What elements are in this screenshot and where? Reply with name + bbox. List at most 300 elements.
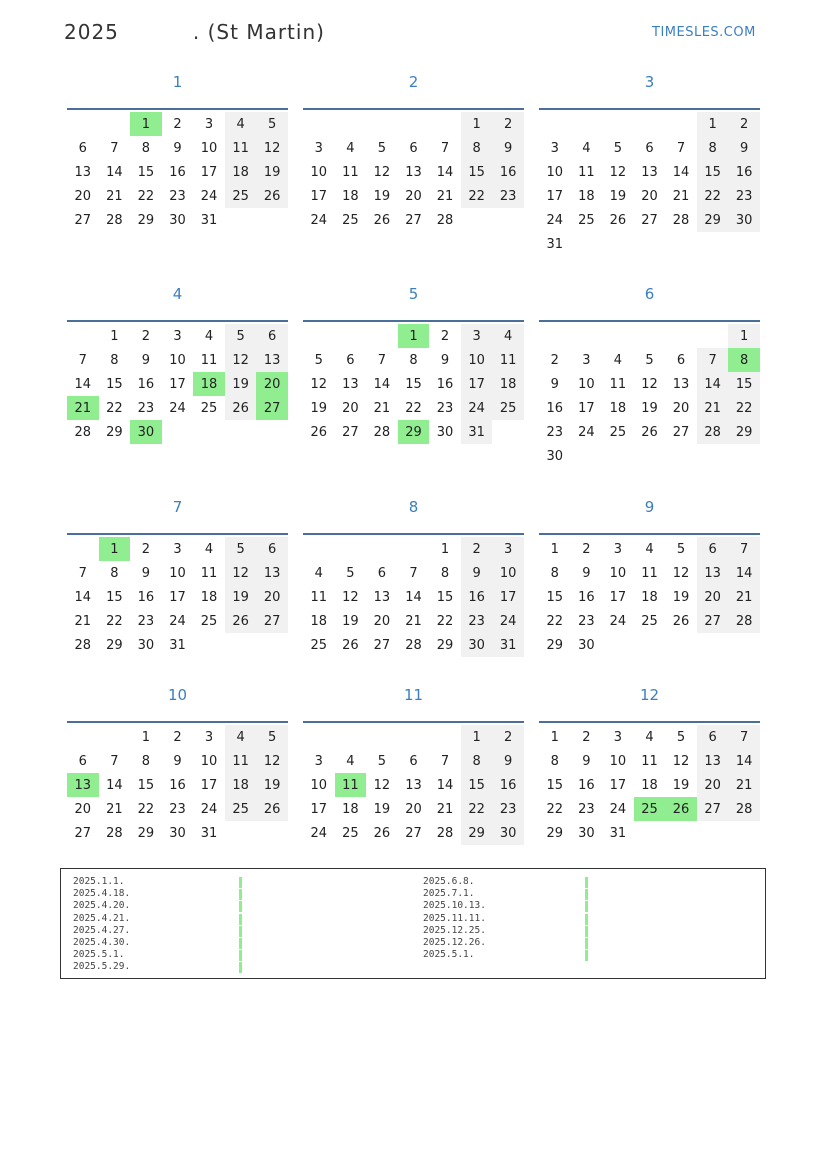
- legend-row: [73, 925, 130, 937]
- day-cell: 27: [74, 212, 92, 228]
- day-cell: 25: [609, 424, 627, 440]
- day-cell: 16: [137, 589, 155, 605]
- day-cell: 1: [440, 541, 450, 557]
- day-cell: 24: [169, 400, 186, 416]
- day-cell: 7: [409, 565, 418, 581]
- week-row: [67, 537, 288, 561]
- empty-day-cell: [634, 232, 666, 256]
- month-title: 11: [403, 686, 424, 704]
- day-cell: 31: [461, 420, 493, 444]
- empty-day-cell: [398, 537, 430, 561]
- day-cell: 26: [225, 609, 257, 633]
- holiday-day-cell: 29: [398, 420, 430, 444]
- holiday-day-cell: 18: [193, 372, 225, 396]
- day-cell: 8: [461, 136, 493, 160]
- day-cell: 6: [256, 324, 288, 348]
- day-cell: 9: [582, 565, 591, 581]
- day-cell: 14: [697, 372, 729, 396]
- day-cell: 5: [676, 541, 686, 557]
- week-row: [303, 396, 524, 420]
- holiday-date: 2025.5.29.: [73, 961, 131, 973]
- day-cell: 25: [310, 637, 328, 653]
- holiday-date: 2025.5.1.: [423, 949, 475, 961]
- empty-day-cell: [193, 420, 225, 444]
- empty-day-cell: [67, 537, 99, 561]
- day-cell: 29: [461, 821, 493, 845]
- day-cell: 24: [492, 609, 524, 633]
- week-row: [303, 749, 524, 773]
- legend-row: [423, 900, 486, 912]
- day-cell: 25: [225, 797, 257, 821]
- legend-row: [423, 876, 486, 888]
- day-cell: 19: [342, 613, 359, 629]
- holiday-date: 2025.4.20.: [73, 900, 131, 912]
- week-row: [303, 372, 524, 396]
- week-row: [539, 749, 760, 773]
- day-cell: 1: [550, 729, 559, 745]
- day-cell: 16: [436, 376, 454, 392]
- day-cell: 18: [492, 372, 524, 396]
- day-cell: 17: [169, 589, 186, 605]
- day-cell: 20: [373, 613, 391, 629]
- day-cell: 19: [310, 400, 328, 416]
- region-label: . (St Martin): [192, 20, 325, 44]
- week-row: [539, 797, 760, 821]
- day-cell: 25: [578, 212, 595, 228]
- month-block: [303, 685, 524, 845]
- legend-column-left: [73, 876, 130, 974]
- day-cell: 21: [436, 188, 454, 204]
- holiday-day-cell: 20: [256, 372, 288, 396]
- empty-day-cell: [256, 821, 288, 845]
- day-cell: 29: [546, 637, 564, 653]
- month-title: 9: [644, 498, 655, 516]
- day-cell: 6: [697, 725, 729, 749]
- day-cell: 1: [728, 324, 760, 348]
- holiday-day-cell: 11: [335, 773, 367, 797]
- day-cell: 6: [676, 352, 686, 368]
- day-cell: 30: [546, 448, 564, 464]
- empty-day-cell: [665, 324, 697, 348]
- empty-day-cell: [335, 537, 367, 561]
- day-cell: 13: [256, 561, 288, 585]
- day-cell: 5: [225, 537, 257, 561]
- day-cell: 13: [405, 164, 422, 180]
- page-title: [64, 20, 325, 44]
- day-cell: 31: [169, 637, 186, 653]
- week-row: [539, 324, 760, 348]
- day-cell: 12: [373, 777, 391, 793]
- holiday-date: 2025.12.25.: [423, 924, 486, 936]
- day-cell: 15: [697, 160, 729, 184]
- day-cell: 30: [137, 637, 155, 653]
- month-divider: [67, 108, 288, 110]
- day-cell: 11: [641, 753, 658, 769]
- day-cell: 7: [110, 140, 119, 156]
- day-cell: 28: [405, 637, 422, 653]
- site-brand-link[interactable]: TIMESLES.COM: [652, 25, 756, 40]
- week-row: [67, 609, 288, 633]
- month-divider: [303, 721, 524, 723]
- week-row: [303, 821, 524, 845]
- day-cell: 12: [310, 376, 328, 392]
- empty-day-cell: [335, 324, 367, 348]
- day-cell: 28: [436, 825, 454, 841]
- legend-row: [73, 900, 130, 912]
- month-block: [67, 284, 288, 444]
- day-cell: 10: [578, 376, 595, 392]
- month-days-table: [303, 537, 524, 657]
- month-divider: [539, 721, 760, 723]
- month-divider: [539, 108, 760, 110]
- day-cell: 4: [204, 541, 214, 557]
- day-cell: 24: [609, 613, 627, 629]
- empty-day-cell: [571, 444, 603, 468]
- day-cell: 15: [728, 372, 760, 396]
- day-cell: 11: [641, 565, 658, 581]
- week-row: [67, 184, 288, 208]
- month-block: [539, 497, 760, 657]
- day-cell: 24: [200, 188, 218, 204]
- day-cell: 30: [169, 825, 186, 841]
- empty-day-cell: [193, 633, 225, 657]
- day-cell: 2: [440, 328, 450, 344]
- day-cell: 20: [256, 585, 288, 609]
- legend-row: [73, 913, 130, 925]
- week-row: [303, 184, 524, 208]
- day-cell: 22: [697, 184, 729, 208]
- day-cell: 11: [310, 589, 328, 605]
- week-row: [67, 396, 288, 420]
- day-cell: 18: [342, 801, 359, 817]
- empty-day-cell: [303, 324, 335, 348]
- day-cell: 27: [342, 424, 359, 440]
- day-cell: 26: [641, 424, 658, 440]
- empty-day-cell: [303, 112, 335, 136]
- day-cell: 12: [342, 589, 359, 605]
- empty-day-cell: [571, 324, 603, 348]
- day-cell: 8: [141, 753, 151, 769]
- day-cell: 9: [582, 753, 591, 769]
- legend-row: [73, 876, 130, 888]
- holiday-marker: [585, 926, 588, 937]
- month-block: [303, 497, 524, 657]
- empty-day-cell: [461, 208, 493, 232]
- holiday-date: 2025.4.27.: [73, 924, 131, 936]
- day-cell: 9: [461, 561, 493, 585]
- day-cell: 5: [314, 352, 323, 368]
- day-cell: 11: [200, 352, 218, 368]
- day-cell: 10: [461, 348, 493, 372]
- day-cell: 28: [728, 797, 760, 821]
- day-cell: 13: [256, 348, 288, 372]
- day-cell: 5: [676, 729, 686, 745]
- week-row: [67, 821, 288, 845]
- day-cell: 26: [310, 424, 328, 440]
- day-cell: 10: [169, 352, 186, 368]
- month-days-table: [303, 725, 524, 845]
- day-cell: 29: [436, 637, 454, 653]
- month-divider: [303, 533, 524, 535]
- day-cell: 20: [697, 773, 729, 797]
- day-cell: 15: [137, 164, 155, 180]
- day-cell: 26: [672, 613, 690, 629]
- day-cell: 29: [546, 825, 564, 841]
- empty-day-cell: [571, 112, 603, 136]
- day-cell: 8: [697, 136, 729, 160]
- year-label: 2025: [64, 20, 119, 44]
- day-cell: 27: [405, 825, 422, 841]
- month-title: 7: [172, 498, 183, 516]
- week-row: [67, 420, 288, 444]
- day-cell: 27: [672, 424, 690, 440]
- day-cell: 17: [609, 589, 627, 605]
- month-title: 4: [172, 285, 183, 303]
- day-cell: 22: [728, 396, 760, 420]
- day-cell: 29: [137, 825, 155, 841]
- day-cell: 19: [225, 372, 257, 396]
- week-row: [539, 561, 760, 585]
- day-cell: 4: [314, 565, 323, 581]
- day-cell: 2: [492, 112, 524, 136]
- day-cell: 2: [582, 541, 591, 557]
- day-cell: 10: [492, 561, 524, 585]
- holiday-date: 2025.11.11.: [423, 912, 486, 924]
- month-divider: [303, 320, 524, 322]
- day-cell: 30: [492, 821, 524, 845]
- day-cell: 30: [436, 424, 454, 440]
- empty-day-cell: [665, 444, 697, 468]
- day-cell: 23: [137, 400, 155, 416]
- empty-day-cell: [697, 444, 729, 468]
- day-cell: 26: [256, 184, 288, 208]
- day-cell: 22: [546, 613, 564, 629]
- day-cell: 19: [609, 188, 627, 204]
- day-cell: 7: [728, 725, 760, 749]
- day-cell: 11: [342, 164, 359, 180]
- day-cell: 2: [492, 725, 524, 749]
- week-row: [303, 112, 524, 136]
- day-cell: 30: [728, 208, 760, 232]
- day-cell: 31: [492, 633, 524, 657]
- day-cell: 28: [436, 212, 454, 228]
- day-cell: 20: [74, 801, 92, 817]
- day-cell: 7: [78, 352, 87, 368]
- day-cell: 1: [697, 112, 729, 136]
- day-cell: 19: [256, 773, 288, 797]
- day-cell: 13: [672, 376, 690, 392]
- week-row: [539, 136, 760, 160]
- day-cell: 16: [169, 777, 186, 793]
- holiday-day-cell: 21: [67, 396, 99, 420]
- day-cell: 13: [405, 777, 422, 793]
- week-row: [303, 633, 524, 657]
- day-cell: 4: [492, 324, 524, 348]
- empty-day-cell: [225, 420, 257, 444]
- day-cell: 23: [436, 400, 454, 416]
- month-block: [539, 72, 760, 256]
- holiday-marker: [585, 901, 588, 912]
- day-cell: 28: [697, 420, 729, 444]
- week-row: [303, 797, 524, 821]
- day-cell: 14: [728, 561, 760, 585]
- day-cell: 25: [342, 825, 359, 841]
- day-cell: 14: [74, 589, 92, 605]
- empty-day-cell: [728, 444, 760, 468]
- day-cell: 21: [106, 188, 123, 204]
- week-row: [303, 348, 524, 372]
- empty-day-cell: [256, 208, 288, 232]
- day-cell: 27: [74, 825, 92, 841]
- holiday-legend: [60, 868, 766, 979]
- empty-day-cell: [67, 725, 99, 749]
- day-cell: 29: [728, 420, 760, 444]
- day-cell: 17: [578, 400, 595, 416]
- empty-day-cell: [697, 633, 729, 657]
- day-cell: 14: [436, 777, 454, 793]
- day-cell: 1: [550, 541, 559, 557]
- empty-day-cell: [539, 324, 571, 348]
- day-cell: 22: [137, 801, 155, 817]
- holiday-marker: [585, 950, 588, 961]
- empty-day-cell: [728, 821, 760, 845]
- holiday-date: 2025.7.1.: [423, 888, 475, 900]
- day-cell: 24: [546, 212, 564, 228]
- empty-day-cell: [539, 112, 571, 136]
- day-cell: 28: [74, 637, 92, 653]
- day-cell: 25: [641, 613, 658, 629]
- legend-row: [423, 925, 486, 937]
- empty-day-cell: [429, 112, 461, 136]
- day-cell: 5: [256, 725, 288, 749]
- empty-day-cell: [571, 232, 603, 256]
- day-cell: 5: [256, 112, 288, 136]
- month-title: 8: [408, 498, 419, 516]
- empty-day-cell: [366, 324, 398, 348]
- month-days-table: [539, 112, 760, 256]
- month-block: [67, 685, 288, 845]
- day-cell: 11: [200, 565, 218, 581]
- day-cell: 3: [582, 352, 591, 368]
- day-cell: 28: [672, 212, 690, 228]
- day-cell: 16: [492, 773, 524, 797]
- month-divider: [67, 320, 288, 322]
- day-cell: 28: [106, 825, 123, 841]
- day-cell: 15: [405, 376, 422, 392]
- day-cell: 24: [310, 212, 328, 228]
- week-row: [539, 232, 760, 256]
- holiday-date: 2025.5.1.: [73, 949, 125, 961]
- holiday-day-cell: 13: [67, 773, 99, 797]
- holiday-marker: [239, 889, 242, 900]
- week-row: [539, 725, 760, 749]
- day-cell: 10: [609, 753, 627, 769]
- day-cell: 24: [461, 396, 493, 420]
- day-cell: 21: [106, 801, 123, 817]
- day-cell: 11: [609, 376, 627, 392]
- day-cell: 5: [225, 324, 257, 348]
- day-cell: 10: [546, 164, 564, 180]
- week-row: [67, 160, 288, 184]
- day-cell: 18: [641, 777, 658, 793]
- holiday-marker: [239, 926, 242, 937]
- empty-day-cell: [665, 112, 697, 136]
- day-cell: 9: [173, 140, 182, 156]
- day-cell: 10: [310, 777, 328, 793]
- empty-day-cell: [665, 633, 697, 657]
- day-cell: 23: [728, 184, 760, 208]
- day-cell: 26: [609, 212, 627, 228]
- day-cell: 24: [200, 801, 218, 817]
- day-cell: 29: [106, 424, 123, 440]
- day-cell: 30: [461, 633, 493, 657]
- legend-row: [73, 949, 130, 961]
- day-cell: 3: [613, 729, 623, 745]
- day-cell: 17: [169, 376, 186, 392]
- day-cell: 19: [373, 801, 391, 817]
- day-cell: 9: [492, 136, 524, 160]
- day-cell: 2: [173, 116, 182, 132]
- day-cell: 4: [645, 541, 654, 557]
- day-cell: 29: [106, 637, 123, 653]
- empty-day-cell: [67, 324, 99, 348]
- day-cell: 11: [225, 749, 257, 773]
- day-cell: 17: [609, 777, 627, 793]
- day-cell: 17: [492, 585, 524, 609]
- day-cell: 4: [582, 140, 591, 156]
- week-row: [539, 773, 760, 797]
- empty-day-cell: [99, 112, 131, 136]
- day-cell: 18: [641, 589, 658, 605]
- day-cell: 11: [225, 136, 257, 160]
- day-cell: 27: [697, 609, 729, 633]
- week-row: [539, 420, 760, 444]
- month-title: 5: [408, 285, 419, 303]
- day-cell: 11: [578, 164, 595, 180]
- day-cell: 2: [582, 729, 591, 745]
- day-cell: 5: [645, 352, 654, 368]
- day-cell: 3: [173, 541, 182, 557]
- day-cell: 19: [373, 188, 391, 204]
- day-cell: 21: [697, 396, 729, 420]
- day-cell: 2: [141, 328, 151, 344]
- day-cell: 21: [728, 585, 760, 609]
- day-cell: 22: [461, 797, 493, 821]
- day-cell: 9: [173, 753, 182, 769]
- week-row: [303, 609, 524, 633]
- day-cell: 23: [546, 424, 564, 440]
- day-cell: 19: [641, 400, 658, 416]
- day-cell: 6: [346, 352, 355, 368]
- empty-day-cell: [602, 633, 634, 657]
- day-cell: 20: [405, 188, 422, 204]
- day-cell: 12: [225, 561, 257, 585]
- week-row: [67, 372, 288, 396]
- day-cell: 13: [74, 164, 92, 180]
- day-cell: 5: [613, 140, 623, 156]
- empty-day-cell: [366, 725, 398, 749]
- month-days-table: [67, 112, 288, 232]
- empty-day-cell: [335, 725, 367, 749]
- day-cell: 14: [373, 376, 391, 392]
- day-cell: 28: [728, 609, 760, 633]
- day-cell: 14: [436, 164, 454, 180]
- week-row: [539, 609, 760, 633]
- day-cell: 10: [310, 164, 328, 180]
- day-cell: 3: [613, 541, 623, 557]
- day-cell: 9: [728, 136, 760, 160]
- empty-day-cell: [634, 112, 666, 136]
